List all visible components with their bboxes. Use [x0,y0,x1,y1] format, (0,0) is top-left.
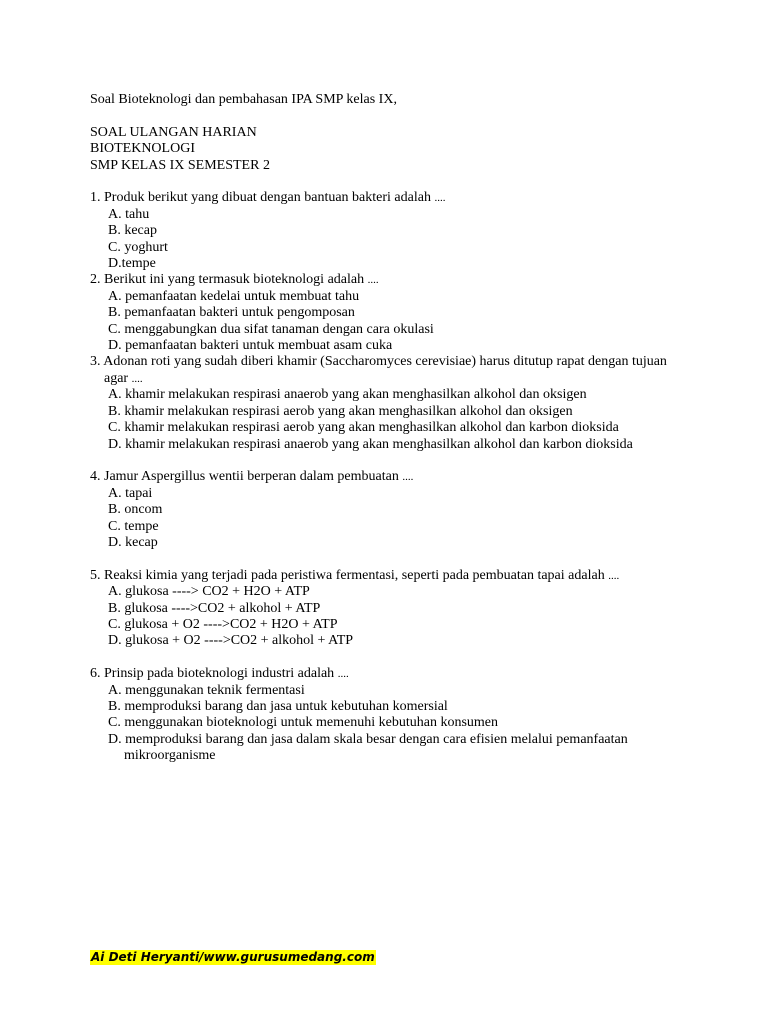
question-text [90,354,690,370]
question-3 [90,354,690,452]
option-a: A. tapai [108,485,153,501]
answer-blank: .... [434,192,446,205]
option-b: B. pemanfaatan bakteri untuk pengomposan [108,305,355,321]
header-class: SMP KELAS IX SEMESTER 2 [90,157,270,173]
question-number: 6. [90,666,104,682]
option-a: A. pemanfaatan kedelai untuk membuat tahu [108,288,360,304]
question-number: 1. [90,190,104,206]
question-body: Prinsip pada bioteknologi industri adalah [104,666,338,682]
answer-blank: .... [402,471,414,484]
option-b: B. oncom [108,502,163,518]
question-body: Produk berikut yang dibuat dengan bantuan bakteri adalah [104,190,435,206]
answer-blank: .... [131,372,143,385]
answer-blank: .... [337,668,349,681]
question-number: 4. [90,469,104,485]
question-text-continuation [90,371,690,387]
question-body-continued: agar [104,370,132,386]
option-a: A. glukosa ----> CO2 + H2O + ATP [108,584,310,600]
question-number: 3. [90,354,104,370]
question-2 [90,272,690,354]
answer-blank: .... [367,274,379,287]
option-c: C. menggunakan bioteknologi untuk memenuhi kebutuhan konsumen [108,715,498,731]
option-d: D. pemanfaatan bakteri untuk membuat asam cuka [108,338,393,354]
spacer [90,650,690,666]
spacer [90,174,690,190]
footer-credit: Ai Deti Heryanti/www.gurusumedang.com [91,950,375,964]
question-body: Reaksi kimia yang terjadi pada peristiwa fermentasi, seperti pada pembuatan tapai adalah [104,567,609,583]
option-d-continuation: mikroorganisme [124,748,216,764]
option-c: C. tempe [108,518,159,534]
header-title: SOAL ULANGAN HARIAN [90,124,257,140]
option-d: D. kecap [108,534,158,550]
question-6 [90,666,690,764]
question-body: Adonan roti yang sudah diberi khamir (Saccharomyces cerevisiae) harus ditutup rapat dengan tujuan [103,354,667,370]
question-text [90,190,690,206]
option-a: A. khamir melakukan respirasi anaerob yang akan menghasilkan alkohol dan oksigen [108,387,587,403]
question-number: 2. [90,272,104,288]
option-b: B. memproduksi barang dan jasa untuk kebutuhan komersial [108,698,448,714]
option-b: B. glukosa ---->CO2 + alkohol + ATP [108,600,321,616]
option-d: D. glukosa + O2 ---->CO2 + alkohol + ATP [108,633,354,649]
question-body: Berikut ini yang termasuk bioteknologi adalah [104,272,368,288]
answer-blank: .... [608,569,620,582]
question-text [90,568,690,584]
option-d: D. khamir melakukan respirasi anaerob yang akan menghasilkan alkohol dan karbon dioksida [108,436,633,452]
option-a: A. tahu [108,206,150,222]
spacer [90,453,690,469]
spacer [90,551,690,567]
question-text [90,272,690,288]
question-1 [90,190,690,272]
question-text [90,666,690,682]
option-c: C. yoghurt [108,239,168,255]
option-d: D.tempe [108,256,156,272]
option-d: D. memproduksi barang dan jasa dalam skala besar dengan cara efisien melalui pemanfaatan [108,731,628,747]
option-a: A. menggunakan teknik fermentasi [108,682,305,698]
question-4 [90,469,690,551]
question-text [90,469,690,485]
document-page [90,92,690,765]
intro-line: Soal Bioteknologi dan pembahasan IPA SMP kelas IX, [90,92,397,107]
option-b: B. khamir melakukan respirasi aerob yang akan menghasilkan alkohol dan oksigen [108,403,573,419]
question-5 [90,568,690,650]
option-c: C. khamir melakukan respirasi aerob yang akan menghasilkan alkohol dan karbon dioksida [108,420,619,436]
option-c: C. glukosa + O2 ---->CO2 + H2O + ATP [108,616,338,632]
question-number: 5. [90,567,104,583]
option-b: B. kecap [108,223,157,239]
option-c: C. menggabungkan dua sifat tanaman dengan cara okulasi [108,321,434,337]
spacer [90,108,690,124]
header-subject: BIOTEKNOLOGI [90,141,195,157]
question-body: Jamur Aspergillus wentii berperan dalam pembuatan [104,469,403,485]
